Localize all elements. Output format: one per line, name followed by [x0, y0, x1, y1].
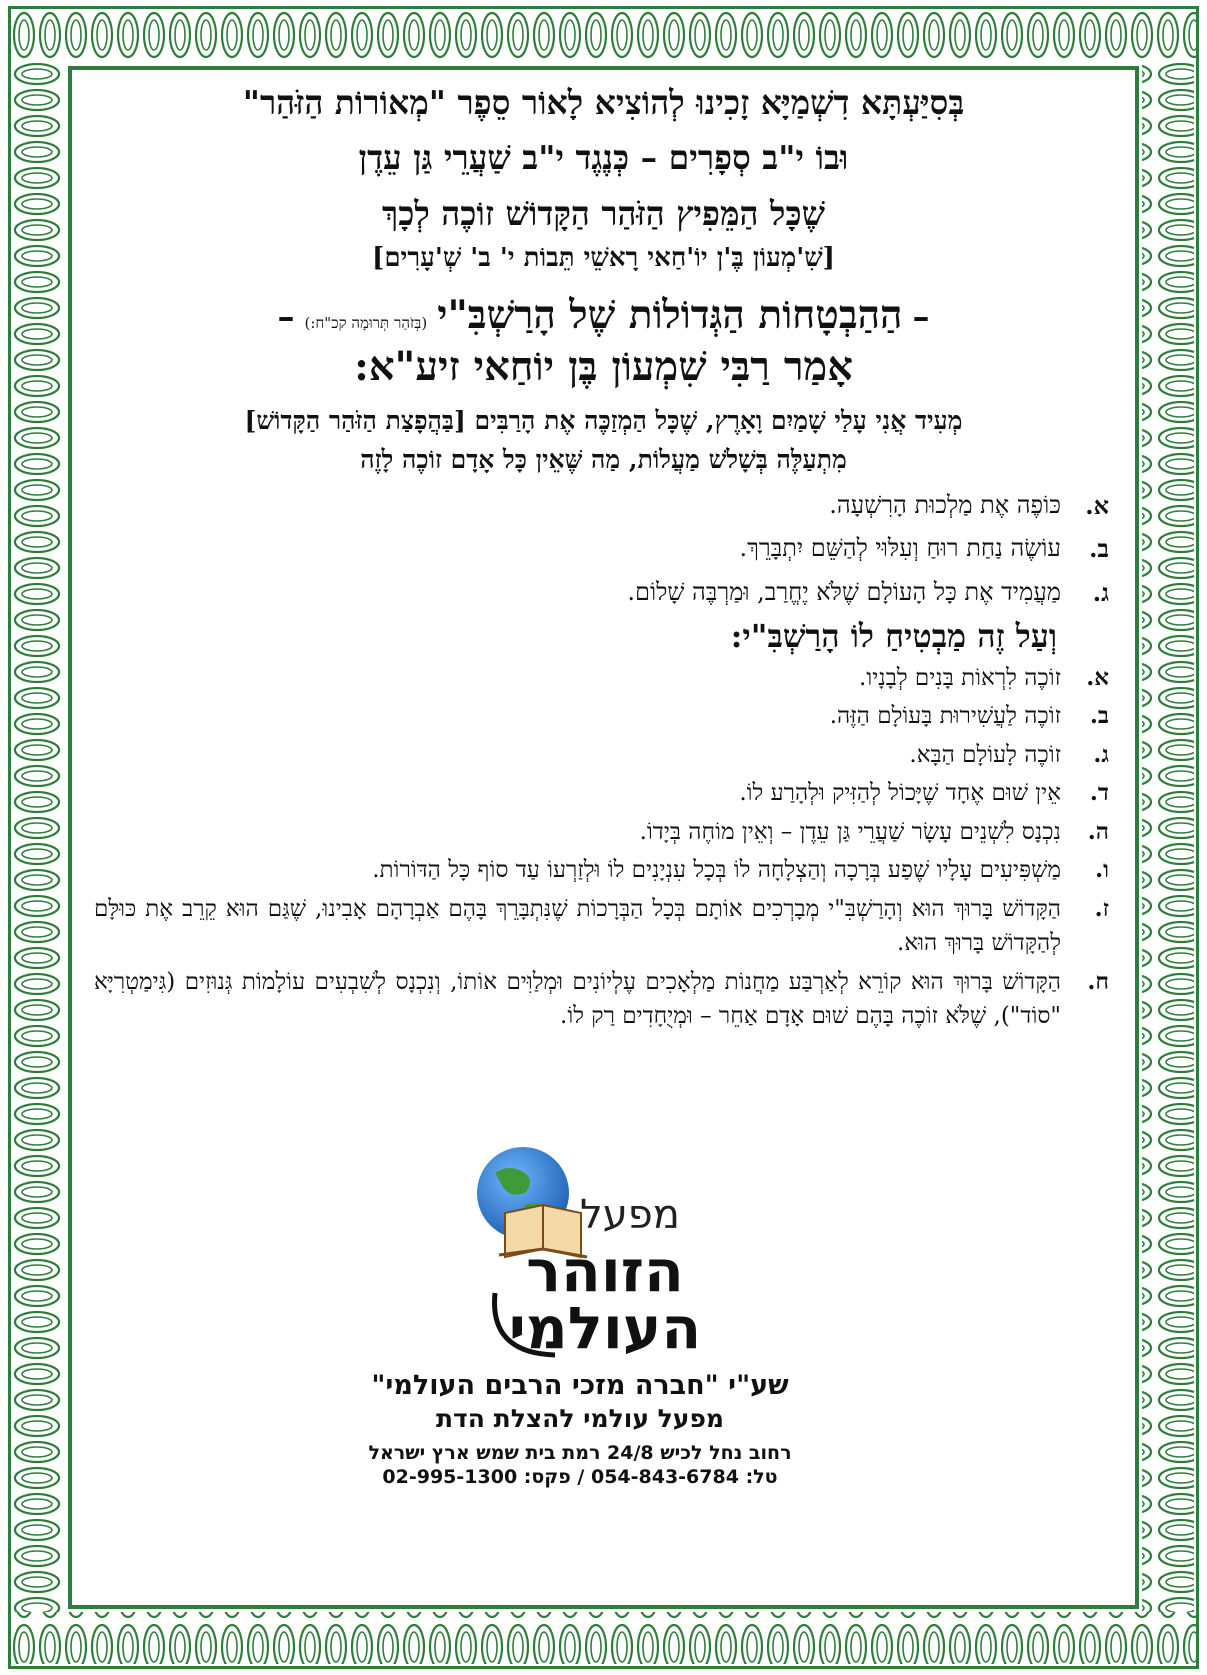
- intro-paragraph: [90, 402, 1117, 480]
- footer: [280, 1368, 880, 1488]
- list-item: [90, 815, 1109, 850]
- list-item: [90, 738, 1109, 773]
- list-item: [90, 486, 1109, 526]
- item-letter: ג.: [1093, 740, 1109, 768]
- promise-subheading: וְעַל זֶה מַבְטִיחַ לוֹ הָרַשְׁבִּ"י:: [730, 616, 1057, 655]
- virtues-list: [90, 486, 1117, 613]
- promises-source: (בְּזֹהַר תְּרוּמָה קכ"ח:): [304, 314, 428, 333]
- header-line-1: בְּסִיַּעְתָּא דִשְׁמַיָּא זָכִינוּ לְהוֹצִיא לָאוֹר סֵפֶר "מְאוֹרוֹת הַזֹּהַר": [242, 83, 965, 122]
- footer-address: רחוב נחל לכיש 24/8 רמת בית שמש ארץ ישראל: [368, 1441, 792, 1464]
- item-letter: ח.: [1087, 967, 1109, 995]
- item-letter: א.: [1086, 663, 1109, 691]
- amar-heading: אָמַר רַבִּי שִׁמְעוֹן בֶּן יוֹחַאי זיע"א:: [354, 343, 853, 391]
- item-text: מַעֲמִיד אֶת כָּל הָעוֹלָם שֶׁלֹּא יֶחֱרַב, וּמַרְבֶּה שָׁלוֹם.: [627, 577, 1061, 606]
- intro-line-2: מִתְעַלֶּה בְּשָׁלֹשׁ מַעֲלוֹת, מַה שֶּׁאֵין כָּל אָדָם זוֹכֶה לָזֶה: [360, 445, 847, 474]
- item-text: עוֹשֶׂה נַחַת רוּחַ וְעִלּוּי לְהַשֵּׁם יִתְבָּרֵךְ.: [739, 534, 1061, 563]
- item-text: זוֹכֶה לָעוֹלָם הַבָּא.: [909, 741, 1061, 768]
- item-text: הַקָּדוֹשׁ בָּרוּךְ הוּא קוֹרֵא לְאַרְבַּע מַחֲנוֹת מַלְאָכִים עֶלְיוֹנִים וּמְלַוִּים אוֹתוֹ, וְנִכְנָס לְשִׁבְעִים עוֹלָמוֹת גְּנוּזִים (גִּימַטְרִיָּא "סוֹד"), שֶׁלֹּא זוֹכֶה בָּהֶם שׁוּם אָדָם אַחֵר – וּמְיֻחָדִים רַק לוֹ.: [94, 968, 1061, 1030]
- logo-line-1: הזוהר: [526, 1237, 684, 1305]
- list-item: [90, 573, 1109, 613]
- list-item: [90, 853, 1109, 888]
- promises-title-text: הַהַבְטָחוֹת הַגְּדוֹלוֹת שֶׁל הָרַשְׁבִּ"י: [437, 292, 903, 339]
- item-text: זוֹכֶה לַעֲשִׁירוּת בָּעוֹלָם הַזֶּה.: [829, 703, 1061, 730]
- item-text: נִכְנָס לִשְׁנֵים עָשָׂר שַׁעֲרֵי גַּן עֵדֶן – וְאֵין מוֹחֶה בְּיָדוֹ.: [639, 818, 1061, 845]
- list-item: [90, 776, 1109, 811]
- list-item: [90, 661, 1109, 696]
- header-line-2: וּבוֹ י"ב סְפָרִים – כְּנֶגֶד י"ב שַׁעֲרֵי גַּן עֵדֶן: [358, 138, 849, 178]
- item-text: מַשְׁפִּיעִים עָלָיו שֶׁפַע בְּרָכָה וְהַצְלָחָה לוֹ בְּכָל עִנְיָנִים לוֹ וּלְזַרְעוֹ עַד סוֹף כָּל הַדּוֹרוֹת.: [372, 857, 1061, 884]
- promises-list: [90, 661, 1117, 1034]
- document-body: [90, 66, 1117, 1038]
- title-dash-left: –: [277, 297, 295, 338]
- logo-small-text: מפעל: [580, 1192, 680, 1238]
- item-text: הַקָּדוֹשׁ בָּרוּךְ הוּא וְהָרַשְׁבִּ"י מְבָרְכִים אוֹתָם בְּכָל הַבְּרָכוֹת שֶׁנִּתְבָּרֵךְ בָּהֶם אַבְרָהָם אָבִינוּ, שֶׁגַּם הוּא קֵרֵב אֶת כּוּלָּם לְהַקָּדוֹשׁ בָּרוּךְ הוּא.: [94, 895, 1061, 957]
- promises-title: [90, 292, 1117, 338]
- header-line-3: שֶׁכָּל הַמֵּפִיץ הַזֹּהַר הַקָּדוֹשׁ זוֹכֶה לְכָךְ: [382, 193, 825, 233]
- item-text: אֵין שׁוּם אֶחָד שֶׁיָּכוֹל לְהַזִּיק וּלְהָרַע לוֹ.: [739, 780, 1061, 807]
- item-letter: א.: [1085, 490, 1109, 520]
- footer-org: שע"י "חברה מזכי הרבים העולמי": [371, 1370, 789, 1401]
- item-letter: ג.: [1092, 577, 1109, 607]
- title-dash-right: –: [912, 297, 930, 338]
- list-item: [90, 892, 1109, 961]
- item-text: כּוֹפֶה אֶת מַלְכוּת הָרִשְׁעָה.: [829, 490, 1061, 519]
- item-letter: ו.: [1095, 856, 1109, 884]
- item-letter: ה.: [1087, 817, 1109, 845]
- item-letter: ז.: [1094, 894, 1109, 922]
- footer-subtitle: מפעל עולמי להצלת הדת: [435, 1404, 724, 1434]
- organization-logo: [465, 1143, 705, 1358]
- item-letter: ב.: [1089, 702, 1109, 730]
- list-item: [90, 529, 1109, 569]
- item-letter: ד.: [1089, 779, 1109, 807]
- item-letter: ב.: [1089, 534, 1109, 564]
- header-line-4: [שִׁ'מְעוֹן בֶּ'ן יוֹ'חַאי רָאשֵׁי תֵּבוֹת י' ב' שְׁ'עָרִים]: [372, 242, 835, 273]
- footer-phone: טל: 054-843-6784 / פקס: 02-995-1300: [382, 1465, 778, 1488]
- intro-line-1: מְעִיד אֲנִי עָלַי שָׁמַיִם וָאָרֶץ, שֶׁכָּל הַמְזַכֶּה אֶת הָרַבִּים [בַּהֲפָצַת הַזֹּהַר הַקָּדוֹשׁ]: [244, 406, 963, 436]
- list-item: [90, 699, 1109, 734]
- logo-line-2: העולמי: [508, 1294, 702, 1358]
- list-item: [90, 965, 1109, 1034]
- item-text: זוֹכֶה לִרְאוֹת בָּנִים לְבָנָיו.: [859, 664, 1061, 691]
